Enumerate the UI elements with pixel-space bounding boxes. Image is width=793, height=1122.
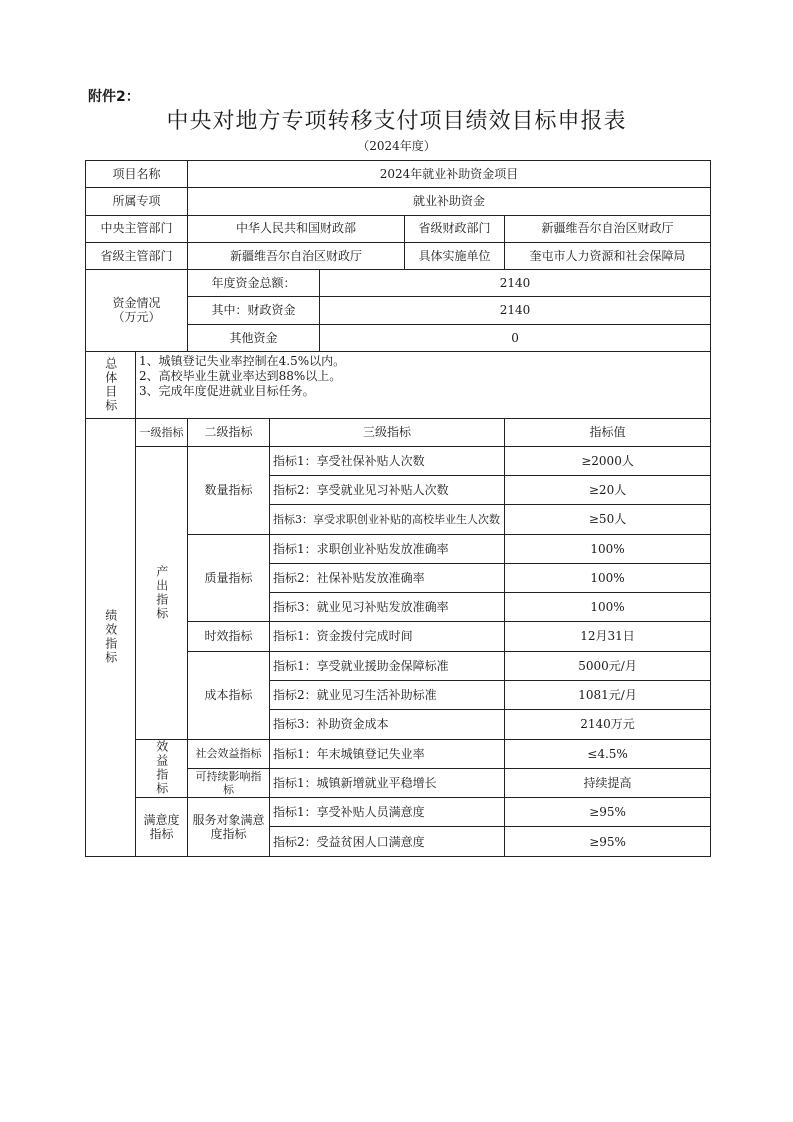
indicator-cell: 指标2：社保补贴发放准确率 — [270, 563, 505, 592]
perf-row — [86, 446, 711, 475]
indicator-cell: 指标1：享受社保补贴人次数 — [270, 446, 505, 475]
funds-label-line2: （万元） — [112, 310, 161, 325]
goals-content — [136, 351, 711, 418]
funds-total-value: 2140 — [320, 270, 711, 297]
value-cell: 100% — [505, 534, 711, 563]
value-cell: 2140万元 — [505, 710, 711, 739]
goal-item-1: 1、城镇登记失业率控制在4.5%以内。 — [139, 353, 346, 368]
satisfaction-label: 满意度指标 — [136, 798, 188, 857]
central-dept-value: 中华人民共和国财政部 — [188, 215, 405, 242]
value-cell: ≤4.5% — [505, 739, 711, 768]
year-label: （2024年度） — [357, 139, 436, 153]
value-cell: 12月31日 — [505, 622, 711, 651]
special-row — [86, 188, 711, 215]
value-cell: ≥50人 — [505, 505, 711, 534]
impl-unit-label: 具体实施单位 — [405, 242, 505, 269]
perf-header-row — [86, 418, 711, 446]
impl-unit-value: 奎屯市人力资源和社会保障局 — [505, 242, 711, 269]
attachment-label: 附件2： — [88, 89, 140, 105]
funds-label-line1: 资金情况 — [112, 296, 161, 311]
funds-label — [86, 270, 188, 352]
cost-label: 成本指标 — [188, 651, 270, 739]
value-cell: ≥95% — [505, 798, 711, 827]
perf-row — [86, 739, 711, 768]
perf-row — [86, 798, 711, 827]
page-title: 中央对地方专项转移支付项目绩效目标申报表 — [166, 109, 627, 134]
value-cell: 100% — [505, 593, 711, 622]
goal-item-3: 3、完成年度促进就业目标任务。 — [139, 383, 315, 398]
indicator-cell: 指标2：就业见习生活补助标准 — [270, 681, 505, 710]
value-cell: ≥95% — [505, 827, 711, 857]
prov-dept-row — [86, 242, 711, 269]
indicator-cell: 指标3：补助资金成本 — [270, 710, 505, 739]
prov-dept-value: 新疆维吾尔自治区财政厅 — [188, 242, 405, 269]
funds-fiscal-value: 2140 — [320, 297, 711, 324]
prov-dept-label: 省级主管部门 — [86, 242, 188, 269]
indicator-cell: 指标2：受益贫困人口满意度 — [270, 827, 505, 857]
prov-finance-label: 省级财政部门 — [405, 215, 505, 242]
funds-fiscal-label: 其中：财政资金 — [188, 297, 320, 324]
indicator-cell: 指标2：享受就业见习补贴人次数 — [270, 476, 505, 505]
output-label: 产出指标 — [136, 446, 188, 739]
value-cell: ≥20人 — [505, 476, 711, 505]
special-label: 所属专项 — [86, 188, 188, 215]
goals-row — [86, 351, 711, 418]
indicator-cell: 指标1：年末城镇登记失业率 — [270, 739, 505, 768]
social-label: 社会效益指标 — [188, 739, 270, 768]
header-level3: 三级指标 — [270, 418, 505, 446]
prov-finance-value: 新疆维吾尔自治区财政厅 — [505, 215, 711, 242]
benefit-label: 效益指标 — [136, 739, 188, 798]
performance-form-table — [85, 160, 711, 857]
funds-total-label: 年度资金总额： — [188, 270, 320, 297]
value-cell: 持续提高 — [505, 768, 711, 797]
perf-label: 绩效指标 — [86, 418, 136, 856]
project-name-value: 2024年就业补助资金项目 — [188, 161, 711, 188]
indicator-cell: 指标1：享受补贴人员满意度 — [270, 798, 505, 827]
header-value: 指标值 — [505, 418, 711, 446]
indicator-cell: 指标3：享受求职创业补贴的高校毕业生人次数 — [270, 505, 505, 534]
indicator-cell: 指标1：求职创业补贴发放准确率 — [270, 534, 505, 563]
project-name-row — [86, 161, 711, 188]
value-cell: 5000元/月 — [505, 651, 711, 680]
value-cell: 1081元/月 — [505, 681, 711, 710]
service-label: 服务对象满意度指标 — [188, 798, 270, 857]
sustain-label: 可持续影响指标 — [188, 768, 270, 797]
header-level1: 一级指标 — [136, 418, 188, 446]
indicator-cell: 指标1：城镇新增就业平稳增长 — [270, 768, 505, 797]
funds-total-row — [86, 270, 711, 297]
central-dept-label: 中央主管部门 — [86, 215, 188, 242]
quality-label: 质量指标 — [188, 534, 270, 622]
indicator-cell: 指标1：资金拨付完成时间 — [270, 622, 505, 651]
special-value: 就业补助资金 — [188, 188, 711, 215]
indicator-cell: 指标3：就业见习补贴发放准确率 — [270, 593, 505, 622]
project-name-label: 项目名称 — [86, 161, 188, 188]
goals-label: 总体目标 — [86, 351, 136, 418]
value-cell: 100% — [505, 563, 711, 592]
header-level2: 二级指标 — [188, 418, 270, 446]
quantity-label: 数量指标 — [188, 446, 270, 534]
central-dept-row — [86, 215, 711, 242]
time-label: 时效指标 — [188, 622, 270, 651]
goal-item-2: 2、高校毕业生就业率达到88%以上。 — [139, 368, 342, 383]
funds-other-value: 0 — [320, 324, 711, 351]
funds-other-label: 其他资金 — [188, 324, 320, 351]
value-cell: ≥2000人 — [505, 446, 711, 475]
indicator-cell: 指标1：享受就业援助金保障标准 — [270, 651, 505, 680]
